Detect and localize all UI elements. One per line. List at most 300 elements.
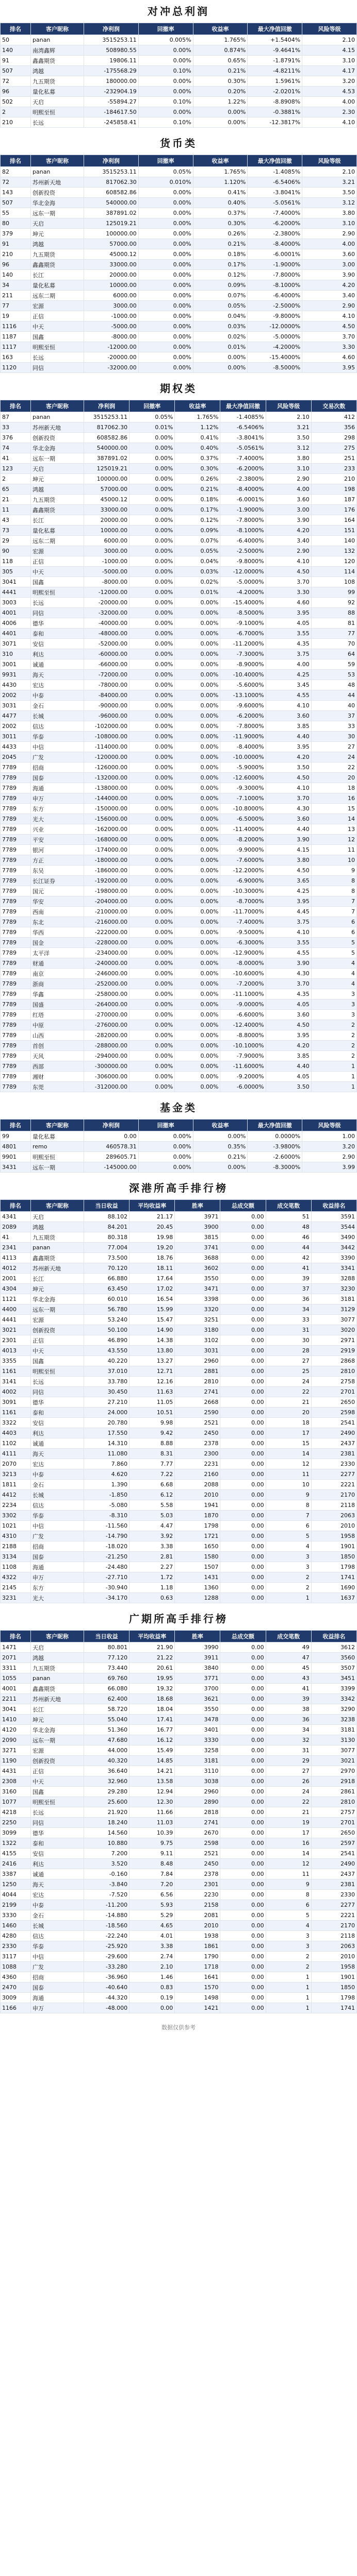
value-cell: -11.2000% (220, 639, 266, 649)
value-cell: 2757 (311, 1807, 356, 1818)
table-row[interactable] (1, 1756, 357, 1766)
table-row[interactable] (1, 301, 357, 311)
value-cell: 14.560 (84, 1828, 129, 1838)
nickname-cell: 太平洋 (31, 948, 84, 958)
table-row[interactable] (1, 1418, 357, 1428)
table-row[interactable] (1, 546, 357, 556)
table-row[interactable] (1, 1735, 357, 1745)
table-row[interactable] (1, 433, 357, 443)
table-row[interactable] (1, 117, 357, 128)
table-row[interactable] (1, 332, 357, 342)
column-header[interactable]: 排名 (1, 1631, 31, 1642)
rank-cell: 7789 (1, 804, 31, 814)
table-row[interactable] (1, 453, 357, 464)
value-cell: 15.49 (129, 1745, 175, 1756)
nickname-cell: 长远 (31, 1807, 84, 1818)
table-row[interactable] (1, 1663, 357, 1673)
table-row[interactable] (1, 2003, 357, 2013)
value-cell: 0.00% (129, 804, 175, 814)
table-row[interactable] (1, 701, 357, 711)
table-row[interactable] (1, 66, 357, 76)
table-row[interactable] (1, 97, 357, 107)
value-cell: -3.9800% (248, 1142, 302, 1152)
table-row[interactable] (1, 35, 357, 45)
table-row[interactable] (1, 721, 357, 732)
table-row[interactable] (1, 1797, 357, 1807)
value-cell: -7.1000% (220, 793, 266, 804)
table-row[interactable] (1, 412, 357, 422)
value-cell: 13 (311, 824, 356, 835)
column-header[interactable]: 最大净值回撤 (248, 155, 302, 167)
table-row[interactable] (1, 1879, 357, 1890)
table-row[interactable] (1, 1469, 357, 1480)
column-header[interactable]: 交易次数 (311, 400, 356, 412)
rank-cell: 99 (1, 1131, 31, 1142)
table-row[interactable] (1, 1072, 357, 1082)
nickname-cell: 宏源 (31, 301, 84, 311)
table-row[interactable] (1, 1941, 357, 1952)
table-row[interactable] (1, 208, 357, 218)
column-header[interactable]: 回撤率 (138, 23, 193, 35)
column-header[interactable]: 风险等级 (302, 155, 357, 167)
value-cell: 3550 (175, 1274, 220, 1284)
table-row[interactable] (1, 927, 357, 938)
table-row[interactable] (1, 1449, 357, 1459)
value-cell: 4.10 (266, 927, 311, 938)
table-row[interactable] (1, 1859, 357, 1869)
table-row[interactable] (1, 1274, 357, 1284)
value-cell: -258000.00 (84, 989, 129, 999)
table-row[interactable] (1, 742, 357, 752)
nickname-cell: 中泰 (31, 690, 84, 701)
table-row[interactable] (1, 629, 357, 639)
rank-cell: 376 (1, 433, 31, 443)
table-row[interactable] (1, 752, 357, 762)
table-row[interactable] (1, 938, 357, 948)
table-row[interactable] (1, 1480, 357, 1490)
table-row[interactable] (1, 270, 357, 280)
value-cell: -264000.00 (84, 999, 129, 1010)
table-row[interactable] (1, 291, 357, 301)
nickname-cell: 中原 (31, 1020, 84, 1030)
column-header[interactable]: 客户昵称 (31, 1200, 84, 1212)
table-row[interactable] (1, 1725, 357, 1735)
column-header[interactable]: 客户昵称 (31, 1631, 84, 1642)
value-cell: -25.920 (84, 1941, 129, 1952)
table-row[interactable] (1, 484, 357, 495)
table-row[interactable] (1, 107, 357, 117)
column-header[interactable]: 收益排名 (311, 1631, 356, 1642)
value-cell: -162000.00 (84, 824, 129, 835)
value-cell: 3320 (175, 1304, 220, 1315)
ranking-section (0, 1177, 357, 1603)
table-row[interactable] (1, 690, 357, 701)
table-row[interactable] (1, 845, 357, 855)
table-row[interactable] (1, 1243, 357, 1253)
table-row[interactable] (1, 1890, 357, 1900)
table-row[interactable] (1, 835, 357, 845)
table-row[interactable] (1, 1222, 357, 1232)
table-row[interactable] (1, 229, 357, 239)
table-row[interactable] (1, 1900, 357, 1910)
table-row[interactable] (1, 167, 357, 177)
table-row[interactable] (1, 866, 357, 876)
table-row[interactable] (1, 1284, 357, 1294)
table-row[interactable] (1, 587, 357, 598)
value-cell: 1721 (175, 1531, 220, 1541)
table-row[interactable] (1, 1162, 357, 1173)
rank-cell: 55 (1, 208, 31, 218)
table-row[interactable] (1, 1356, 357, 1366)
table-row[interactable] (1, 1082, 357, 1092)
table-row[interactable] (1, 1152, 357, 1162)
table-row[interactable] (1, 249, 357, 260)
table-row[interactable] (1, 1541, 357, 1552)
column-header[interactable]: 回撤率 (138, 155, 193, 167)
table-row[interactable] (1, 1030, 357, 1041)
column-header[interactable]: 净利润 (84, 400, 129, 412)
table-row[interactable] (1, 618, 357, 629)
value-cell: 3.80 (302, 208, 357, 218)
table-row[interactable] (1, 1212, 357, 1222)
column-header[interactable]: 收益率 (175, 400, 220, 412)
table-row[interactable] (1, 855, 357, 866)
table-row[interactable] (1, 464, 357, 474)
value-cell: 108 (311, 577, 356, 587)
table-row[interactable] (1, 218, 357, 229)
table-row[interactable] (1, 958, 357, 969)
table-row[interactable] (1, 1694, 357, 1704)
table-row[interactable] (1, 732, 357, 742)
value-cell: 0.00 (220, 1469, 266, 1480)
table-row[interactable] (1, 495, 357, 505)
table-row[interactable] (1, 1972, 357, 1982)
value-cell: -270000.00 (84, 1010, 129, 1020)
table-row[interactable] (1, 1325, 357, 1335)
value-cell: 10.51 (129, 1408, 175, 1418)
table-row[interactable] (1, 1776, 357, 1787)
table-row[interactable] (1, 1511, 357, 1521)
table-row[interactable] (1, 474, 357, 484)
value-cell: 11 (311, 845, 356, 855)
table-row[interactable] (1, 1010, 357, 1020)
column-header[interactable]: 排名 (1, 1200, 31, 1212)
column-header[interactable]: 客户昵称 (31, 23, 84, 35)
table-row[interactable] (1, 1910, 357, 1921)
column-header[interactable]: 平均收益率 (129, 1200, 175, 1212)
table-row[interactable] (1, 1531, 357, 1541)
table-row[interactable] (1, 1335, 357, 1346)
table-row[interactable] (1, 177, 357, 188)
table-row[interactable] (1, 1041, 357, 1051)
column-header[interactable]: 风险等级 (266, 400, 311, 412)
column-header[interactable]: 排名 (1, 23, 31, 35)
table-row[interactable] (1, 1684, 357, 1694)
table-row[interactable] (1, 567, 357, 577)
value-cell: 0.00% (129, 907, 175, 917)
value-cell: 0.00 (220, 1408, 266, 1418)
table-row[interactable] (1, 1673, 357, 1684)
table-row[interactable] (1, 989, 357, 999)
column-header[interactable]: 客户昵称 (31, 400, 84, 412)
nickname-cell: 天启 (31, 1642, 84, 1653)
table-row[interactable] (1, 1818, 357, 1828)
table-row[interactable] (1, 1051, 357, 1061)
value-cell: -12000.00 (84, 342, 139, 352)
table-row[interactable] (1, 1232, 357, 1243)
table-row[interactable] (1, 363, 357, 373)
value-cell: -228000.00 (84, 938, 129, 948)
table-row[interactable] (1, 1315, 357, 1325)
table-row[interactable] (1, 639, 357, 649)
table-row[interactable] (1, 1982, 357, 1993)
value-cell: 15 (266, 1438, 311, 1449)
table-row[interactable] (1, 1346, 357, 1356)
column-header[interactable]: 当日收益 (84, 1631, 129, 1642)
rank-cell: 210 (1, 249, 31, 260)
table-row[interactable] (1, 526, 357, 536)
table-row[interactable] (1, 1366, 357, 1377)
ranking-table (0, 155, 357, 373)
table-row[interactable] (1, 577, 357, 587)
column-header[interactable]: 最大净值回撤 (248, 23, 302, 35)
ranking-section (0, 132, 357, 373)
value-cell: 70 (311, 639, 356, 649)
column-header[interactable]: 收益排名 (311, 1200, 356, 1212)
column-header[interactable]: 总成交额 (220, 1631, 266, 1642)
column-header[interactable]: 净利润 (84, 155, 139, 167)
value-cell: 0.09% (193, 280, 248, 291)
table-row[interactable] (1, 87, 357, 97)
table-row[interactable] (1, 1715, 357, 1725)
table-row[interactable] (1, 907, 357, 917)
table-row[interactable] (1, 1253, 357, 1263)
table-row[interactable] (1, 680, 357, 690)
column-header[interactable]: 胜率 (175, 1631, 220, 1642)
table-row[interactable] (1, 1061, 357, 1072)
table-row[interactable] (1, 1142, 357, 1152)
value-cell: 4.60 (302, 352, 357, 363)
table-row[interactable] (1, 1572, 357, 1583)
table-row[interactable] (1, 896, 357, 907)
table-row[interactable] (1, 443, 357, 453)
column-header[interactable]: 净利润 (84, 23, 139, 35)
column-header[interactable]: 净利润 (84, 1120, 139, 1131)
table-row[interactable] (1, 556, 357, 567)
table-row[interactable] (1, 1304, 357, 1315)
table-row[interactable] (1, 917, 357, 927)
table-row[interactable] (1, 1704, 357, 1715)
value-cell: 2.10 (266, 412, 311, 422)
table-row[interactable] (1, 311, 357, 321)
table-row[interactable] (1, 711, 357, 721)
value-cell: -11.7000% (220, 907, 266, 917)
column-header[interactable]: 最大净值回撤 (248, 1120, 302, 1131)
value-cell: 48 (266, 1222, 311, 1232)
value-cell: 37.010 (84, 1366, 129, 1377)
table-row[interactable] (1, 1921, 357, 1931)
table-row[interactable] (1, 515, 357, 526)
column-header[interactable]: 回撤率 (138, 1120, 193, 1131)
table-row[interactable] (1, 1807, 357, 1818)
value-cell: -252000.00 (84, 979, 129, 989)
table-row[interactable] (1, 1428, 357, 1438)
value-cell: 0.09% (175, 526, 220, 536)
value-cell: 1641 (175, 1972, 220, 1982)
table-row[interactable] (1, 598, 357, 608)
column-header[interactable]: 平均收益率 (129, 1631, 175, 1642)
rank-cell: 4111 (1, 1449, 31, 1459)
rank-cell: 123 (1, 464, 31, 474)
table-row[interactable] (1, 1838, 357, 1849)
section-title: 基金类 (160, 1101, 197, 1114)
table-row[interactable] (1, 886, 357, 896)
value-cell: 3181 (175, 1756, 220, 1766)
table-row[interactable] (1, 56, 357, 66)
value-cell: 3021 (311, 1756, 356, 1766)
table-row[interactable] (1, 1849, 357, 1859)
value-cell: -222000.00 (84, 927, 129, 938)
table-row[interactable] (1, 342, 357, 352)
table-row[interactable] (1, 670, 357, 680)
table-row[interactable] (1, 1642, 357, 1653)
nickname-cell: 华泰 (31, 732, 84, 742)
column-header[interactable]: 成交笔数 (266, 1200, 311, 1212)
table-row[interactable] (1, 762, 357, 773)
table-row[interactable] (1, 1397, 357, 1408)
rank-cell: 3355 (1, 1356, 31, 1366)
value-cell: 0.00% (129, 464, 175, 474)
value-cell: 2.90 (266, 546, 311, 556)
table-row[interactable] (1, 1962, 357, 1972)
rank-cell: 4322 (1, 1572, 31, 1583)
table-row[interactable] (1, 804, 357, 814)
nickname-cell: 西南 (31, 907, 84, 917)
table-row[interactable] (1, 649, 357, 659)
table-row[interactable] (1, 1408, 357, 1418)
table-row[interactable] (1, 280, 357, 291)
table-row[interactable] (1, 1020, 357, 1030)
column-header[interactable]: 成交笔数 (266, 1631, 311, 1642)
rank-cell: 7789 (1, 824, 31, 835)
value-cell: -12.9000% (220, 948, 266, 958)
table-row[interactable] (1, 505, 357, 515)
table-row[interactable] (1, 76, 357, 87)
column-header[interactable]: 收益率 (193, 23, 248, 35)
rank-cell: 4801 (1, 1142, 31, 1152)
table-row[interactable] (1, 1131, 357, 1142)
table-row[interactable] (1, 999, 357, 1010)
table-row[interactable] (1, 239, 357, 249)
column-header[interactable]: 风险等级 (302, 1120, 357, 1131)
rank-cell: 7789 (1, 876, 31, 886)
value-cell: 3990 (175, 1642, 220, 1653)
table-row[interactable] (1, 352, 357, 363)
value-cell: 0.00 (220, 1500, 266, 1511)
column-header[interactable]: 最大净值回撤 (220, 400, 266, 412)
table-row[interactable] (1, 1745, 357, 1756)
table-row[interactable] (1, 1993, 357, 2003)
table-row[interactable] (1, 814, 357, 824)
table-row[interactable] (1, 1562, 357, 1572)
table-row[interactable] (1, 1653, 357, 1663)
table-row[interactable] (1, 1787, 357, 1797)
table-row[interactable] (1, 1828, 357, 1838)
table-row[interactable] (1, 1438, 357, 1449)
column-header[interactable]: 客户昵称 (31, 155, 84, 167)
value-cell: 2741 (175, 1387, 220, 1397)
table-row[interactable] (1, 773, 357, 783)
table-row[interactable] (1, 260, 357, 270)
table-row[interactable] (1, 1500, 357, 1511)
column-header[interactable]: 总成交额 (220, 1200, 266, 1212)
table-row[interactable] (1, 876, 357, 886)
table-row[interactable] (1, 659, 357, 670)
table-row[interactable] (1, 1459, 357, 1469)
table-row[interactable] (1, 1931, 357, 1941)
table-row[interactable] (1, 824, 357, 835)
value-cell: 0.01% (193, 342, 248, 352)
column-header[interactable]: 胜率 (175, 1200, 220, 1212)
table-row[interactable] (1, 1294, 357, 1304)
table-row[interactable] (1, 1490, 357, 1500)
table-row[interactable] (1, 422, 357, 433)
table-row[interactable] (1, 1766, 357, 1776)
value-cell: 12.30 (129, 1797, 175, 1807)
table-row[interactable] (1, 1952, 357, 1962)
table-row[interactable] (1, 1583, 357, 1593)
value-cell: 0.07% (175, 536, 220, 546)
table-row[interactable] (1, 1593, 357, 1603)
value-cell: 125019.21 (84, 464, 129, 474)
table-row[interactable] (1, 608, 357, 618)
table-row[interactable] (1, 1869, 357, 1879)
table-row[interactable] (1, 783, 357, 793)
column-header[interactable]: 客户昵称 (31, 1120, 84, 1131)
table-row[interactable] (1, 948, 357, 958)
value-cell: 3.12 (302, 198, 357, 208)
value-cell: 4.55 (266, 690, 311, 701)
value-cell: 0.00 (220, 1583, 266, 1593)
table-row[interactable] (1, 1377, 357, 1387)
table-row[interactable] (1, 188, 357, 198)
table-row[interactable] (1, 979, 357, 989)
column-header[interactable]: 回撤率 (129, 400, 175, 412)
table-row[interactable] (1, 321, 357, 332)
table-row[interactable] (1, 969, 357, 979)
column-header[interactable]: 排名 (1, 400, 31, 412)
table-row[interactable] (1, 793, 357, 804)
table-row[interactable] (1, 1263, 357, 1274)
column-header[interactable]: 收益率 (193, 1120, 248, 1131)
value-cell: 27 (311, 742, 356, 752)
table-row[interactable] (1, 1387, 357, 1397)
table-row[interactable] (1, 1552, 357, 1562)
table-row[interactable] (1, 536, 357, 546)
value-cell: 40 (311, 701, 356, 711)
nickname-cell: 广发 (31, 752, 84, 762)
table-row[interactable] (1, 198, 357, 208)
value-cell: 0.00% (175, 866, 220, 876)
value-cell: 2.74 (129, 1952, 175, 1962)
column-header[interactable]: 收益率 (193, 155, 248, 167)
column-header[interactable]: 当日收益 (84, 1200, 129, 1212)
column-header[interactable]: 排名 (1, 155, 31, 167)
table-row[interactable] (1, 45, 357, 56)
table-row[interactable] (1, 1521, 357, 1531)
column-header[interactable]: 风险等级 (302, 23, 357, 35)
column-header[interactable]: 排名 (1, 1120, 31, 1131)
